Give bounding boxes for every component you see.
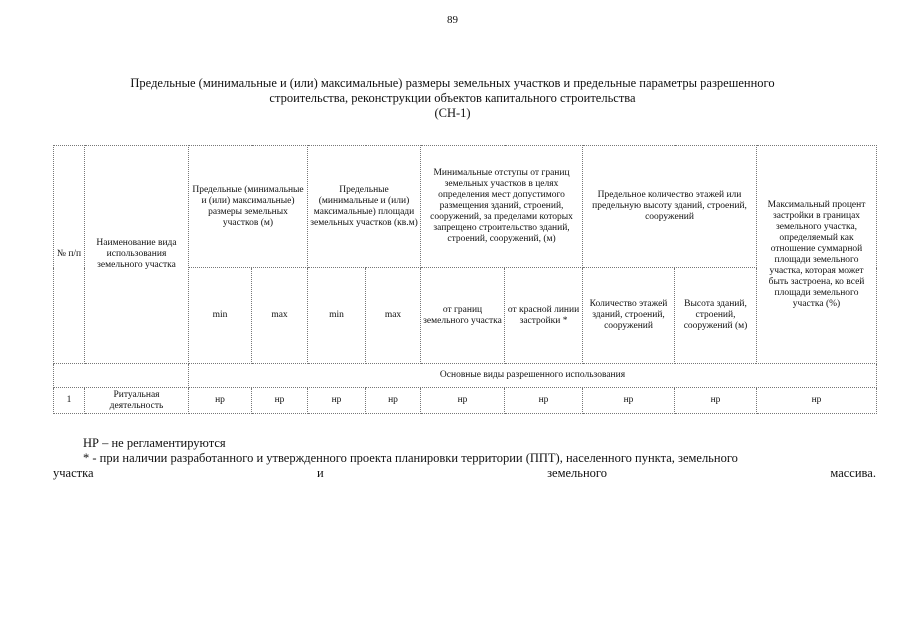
note-word: участка xyxy=(53,466,94,480)
note-asterisk-continuation xyxy=(53,466,876,481)
row-from-borders: нр xyxy=(421,388,505,414)
subheader-area-max: max xyxy=(366,268,421,364)
title-line-2: строительства, реконструкции объектов капитального строительства xyxy=(269,91,636,105)
subheader-size-min: min xyxy=(189,268,252,364)
section-label: Основные виды разрешенного использования xyxy=(189,364,877,388)
row-floor-count: нр xyxy=(583,388,675,414)
row-max-coverage: нр xyxy=(757,388,877,414)
row-area-min: нр xyxy=(308,388,366,414)
header-setbacks: Минимальные отступы от границ земельных участков в целях определения мест допустимого размещения зданий, строений, сооружений, за пределами которых запрещено строительство зданий, строений, сооружений, (м) xyxy=(421,146,583,268)
row-size-min: нр xyxy=(189,388,252,414)
subheader-height: Высота зданий, строений, сооружений (м) xyxy=(675,268,757,364)
header-max-coverage: Максимальный процент застройки в границах земельного участка, определяемый как отношение суммарной площади земельного участка, которая может быть застроена, ко всей площади земельного участка (%) xyxy=(757,146,877,364)
subheader-size-max: max xyxy=(252,268,308,364)
note-word: массива. xyxy=(830,466,876,480)
title-line-3: (СН-1) xyxy=(434,106,471,120)
subheader-area-min: min xyxy=(308,268,366,364)
header-name: Наименование вида использования земельного участка xyxy=(85,146,189,364)
note-nr: НР – не регламентируются xyxy=(83,436,226,450)
row-height: нр xyxy=(675,388,757,414)
row-area-max: нр xyxy=(366,388,421,414)
footnotes xyxy=(53,436,876,481)
row-num: 1 xyxy=(54,388,85,414)
row-name: Ритуальная деятельность xyxy=(85,388,189,414)
row-from-red-line: нр xyxy=(505,388,583,414)
header-num: № п/п xyxy=(54,146,85,364)
document-title xyxy=(40,76,865,121)
row-size-max: нр xyxy=(252,388,308,414)
page-number: 89 xyxy=(447,14,458,26)
header-floors: Предельное количество этажей или предельную высоту зданий, строений, сооружений xyxy=(583,146,757,268)
section-spacer xyxy=(54,364,189,388)
note-word: и xyxy=(316,466,324,480)
subheader-floor-count: Количество этажей зданий, строений, сооружений xyxy=(583,268,675,364)
header-size: Предельные (минимальные и (или) максимальные) размеры земельных участков (м) xyxy=(189,146,308,268)
subheader-from-red-line: от красной линии застройки * xyxy=(505,268,583,364)
table-row xyxy=(54,388,877,414)
title-line-1: Предельные (минимальные и (или) максимальные) размеры земельных участков и предельные параметры разрешенного xyxy=(130,76,775,90)
note-asterisk: * - при наличии разработанного и утвержденного проекта планировки территории (ППТ), населенного пункта, земельного xyxy=(83,451,738,465)
subheader-from-borders: от границ земельного участка xyxy=(421,268,505,364)
parameters-table xyxy=(53,145,877,414)
header-area: Предельные (минимальные и (или) максимальные) площади земельных участков (кв.м) xyxy=(308,146,421,268)
note-word: земельного xyxy=(547,466,607,480)
